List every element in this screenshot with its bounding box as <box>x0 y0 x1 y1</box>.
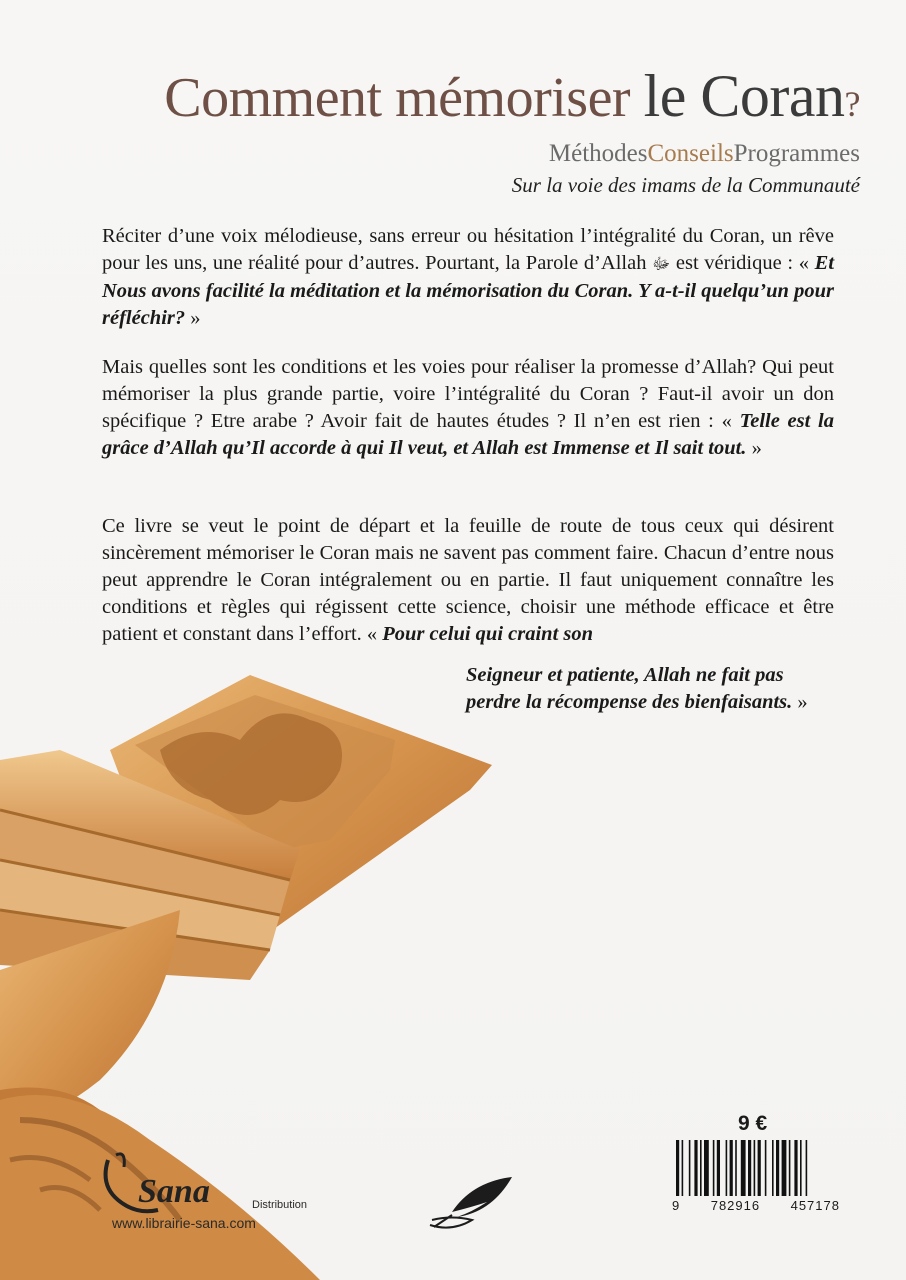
feather-logo-icon <box>422 1175 514 1235</box>
p2-quote: Telle est la grâce d’Allah qu’Il accorde à qui Il veut, et Allah est Immense et Il sait tout. <box>102 410 834 459</box>
p2-close: » <box>751 437 762 459</box>
book-title <box>164 63 860 129</box>
p3-text: Ce livre se veut le point de départ et la feuille de route de tous ceux qui désirent sincèrement mémoriser le Coran mais ne savent pas comment faire. Chacun d’entre nous peut apprendre le Coran intégralement ou en partie. Il faut uniquement connaître les conditions et règles qui régissent cette science, choisir une méthode efficace et être patient et constant dans l’effort. « <box>102 515 834 645</box>
paragraph-3 <box>102 513 834 648</box>
isbn-digit-1: 9 <box>672 1198 681 1213</box>
tagline: Sur la voie des imams de la Communauté <box>511 173 860 197</box>
subtitle-conseils: Conseils <box>647 140 734 167</box>
p1-quote: Et Nous avons facilité la méditation et la mémorisation du Coran. Y a-t-il quelqu’un pour réfléchir? <box>102 252 835 329</box>
publisher-distribution: Distribution <box>252 1199 308 1211</box>
p1-text-2: est véridique : « <box>675 252 809 274</box>
closing-quote <box>466 662 836 716</box>
paragraph-1 <box>102 223 834 332</box>
p2-text: Mais quelles sont les conditions et les voies pour réaliser la promesse d’Allah? Qui peut mémoriser la plus grande partie, voire l’intégralité du Coran ? Faut-il avoir un don spécifique ? Etre arabe ? Avoir fait de hautes études ? Il n’en est rien : « <box>102 356 834 432</box>
title-part-2: le Coran <box>643 63 845 129</box>
publisher-name: Sana <box>138 1173 210 1210</box>
honorific-glyph: ﷻ <box>652 256 671 273</box>
subtitle-programmes: Programmes <box>733 140 860 167</box>
barcode <box>672 1140 840 1200</box>
subtitle <box>549 140 860 168</box>
isbn-group-2: 782916 <box>710 1198 761 1213</box>
paragraph-2 <box>102 354 834 462</box>
title-question-mark: ? <box>844 84 860 124</box>
price: 9 € <box>738 1112 768 1135</box>
p3-quote-end: Seigneur et patiente, Allah ne fait pas perdre la récompense des bienfaisants. <box>466 664 793 713</box>
isbn-number <box>672 1198 840 1213</box>
p1-text: Réciter d’une voix mélodieuse, sans erreur ou hésitation l’intégralité du Coran, un rêve pour les uns, une réalité pour d’autres. Pourtant, la Parole d’Allah <box>102 225 834 274</box>
p3-quote-start: Pour celui qui craint son <box>382 623 594 645</box>
p3-close: » <box>797 691 808 713</box>
isbn-group-3: 457178 <box>790 1198 840 1213</box>
p1-close: » <box>190 307 201 329</box>
publisher-website: www.librairie-sana.com <box>112 1215 256 1231</box>
title-part-1: Comment mémoriser <box>164 67 631 129</box>
subtitle-methodes: Méthodes <box>548 140 648 167</box>
